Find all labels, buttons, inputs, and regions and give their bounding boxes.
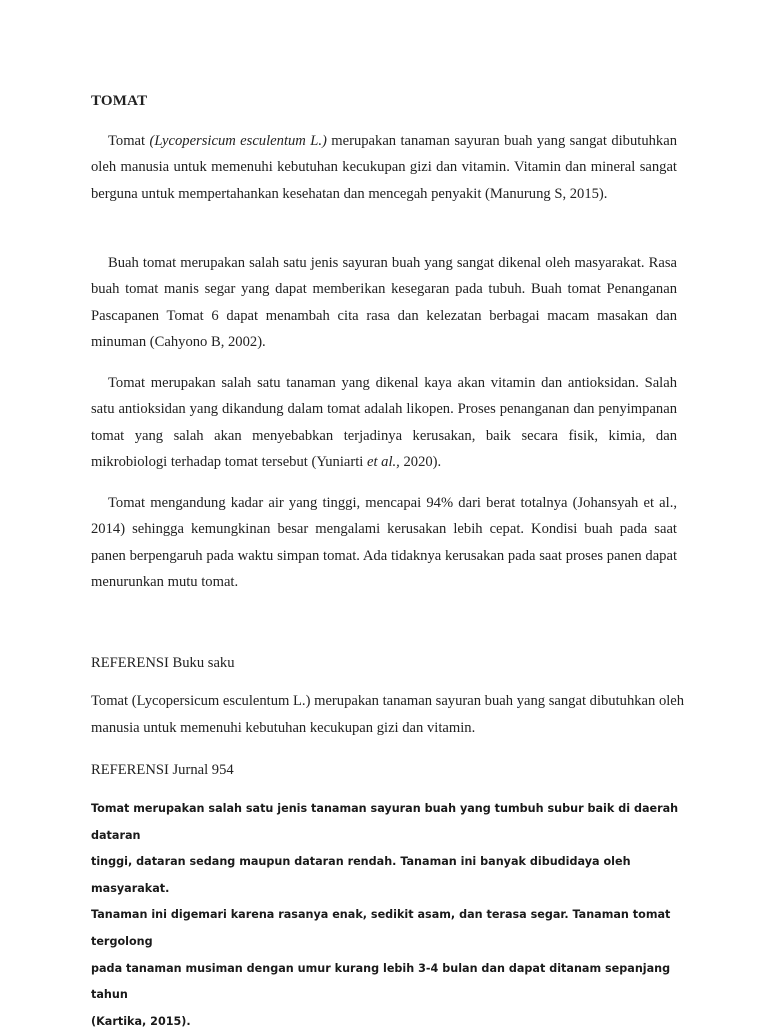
paragraph-text: Tomat merupakan salah satu tanaman yang dikenal kaya akan vitamin dan antioksidan. Salah satu antioksidan yang dikandung dalam tomat adalah likopen. Proses penanganan dan penyimpanan tomat yang salah akan menyebabkan terjadinya kerusakan, baik secara fisik, kimia, dan mikrobiologi terhadap tomat tersebut (Yuniarti (91, 375, 677, 471)
jurnal-line: Tomat merupakan salah satu jenis tanaman sayuran buah yang tumbuh subur baik di daerah dataran (91, 802, 679, 842)
paragraph-text: Tomat (108, 133, 150, 149)
jurnal-line: (Kartika, 2015). (91, 1014, 191, 1028)
reference-text-jurnal (91, 796, 691, 1035)
reference-heading-jurnal: REFERENSI Jurnal 954 (91, 762, 234, 778)
paragraph-text: 2020). (399, 454, 442, 471)
jurnal-line: tinggi, dataran sedang maupun dataran rendah. Tanaman ini banyak dibudidaya oleh masyarakat. (91, 855, 631, 895)
paragraph-antioksidan (91, 370, 677, 476)
jurnal-line: Tanaman ini digemari karena rasanya enak, sedikit asam, dan terasa segar. Tanaman tomat tergolong (91, 908, 671, 948)
jurnal-line: pada tanaman musiman dengan umur kurang lebih 3-4 bulan dan dapat ditanam sepanjang tahun (91, 961, 671, 1002)
paragraph-text: merupakan tanaman sayuran buah yang sangat dibutuhkan oleh manusia untuk memenuhi kebutuhan kecukupan gizi dan vitamin. Vitamin dan mineral sangat berguna untuk mempertahankan kesehatan dan mencegah penyakit (Manurung S, 2015). (91, 133, 677, 202)
reference-text-buku-saku: Tomat (Lycopersicum esculentum L.) merupakan tanaman sayuran buah yang sangat dibutuhkan oleh manusia untuk memenuhi kebutuhan kecukupan gizi dan vitamin. (91, 693, 685, 736)
paragraph-buah-tomat: Buah tomat merupakan salah satu jenis sayuran buah yang sangat dikenal oleh masyarakat. Rasa buah tomat manis segar yang dapat memberikan kesegaran pada tubuh. Buah tomat Penanganan Pascapanen Tomat 6 dapat menambah cita rasa dan kelezatan berbagai macam masakan dan minuman (Cahyono B, 2002). (91, 255, 677, 351)
et-al: et al., (367, 454, 400, 471)
paragraph-tomat-definition (91, 128, 677, 207)
latin-name: (Lycopersicum esculentum L.) (149, 133, 327, 149)
paragraph-kadar-air: Tomat mengandung kadar air yang tinggi, mencapai 94% dari berat totalnya (Johansyah et al., 2014) sehingga kemungkinan besar mengalami kerusakan lebih cepat. Kondisi buah pada saat panen berpengaruh pada waktu simpan tomat. Ada tidaknya kerusakan pada saat proses panen dapat menurunkan mutu tomat. (91, 495, 677, 591)
page-title: TOMAT (91, 93, 148, 109)
reference-heading-buku-saku: REFERENSI Buku saku (91, 655, 235, 671)
